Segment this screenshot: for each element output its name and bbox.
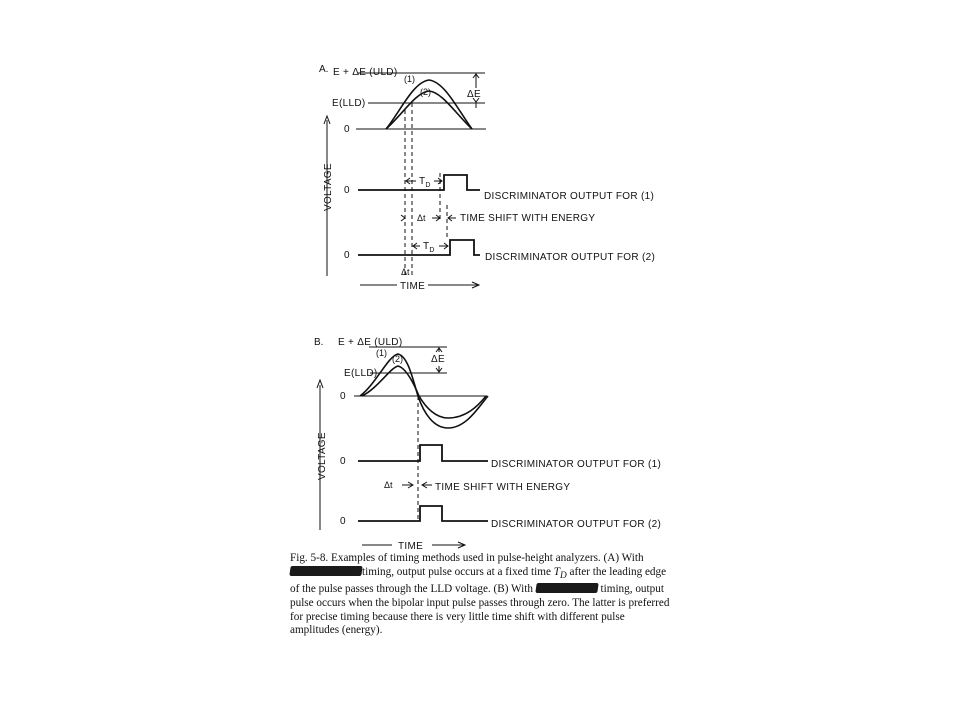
a-curve2-label: (2) [420, 87, 431, 97]
a-delta-e-label: ΔE [467, 89, 481, 100]
b-voltage-label: VOLTAGE [317, 432, 328, 480]
b-dt-label: Δt [384, 480, 393, 490]
b-output-2-label: DISCRIMINATOR OUTPUT FOR (2) [491, 519, 662, 530]
caption-part-3: after the leading edge of the pulse passes through the LLD voltage. (B) With [290, 565, 667, 596]
a-dt-label: Δt [417, 213, 426, 223]
b-shift-label: TIME SHIFT WITH ENERGY [435, 482, 571, 493]
a-uld-label: E + ΔE (ULD) [333, 67, 398, 78]
caption-td-sub: D [559, 570, 567, 581]
b-curve1-label: (1) [376, 348, 387, 358]
b-lld-label: E(LLD) [344, 368, 378, 379]
b-zero-3: 0 [340, 516, 346, 527]
a-zero-1: 0 [344, 124, 350, 135]
b-delta-e-label: ΔE [431, 354, 445, 365]
a-lld-label: E(LLD) [332, 98, 366, 109]
b-output-1 [358, 445, 488, 461]
b-panel-letter: B. [314, 337, 324, 348]
b-zero-1: 0 [340, 391, 346, 402]
a-dt-label-2: Δt [401, 267, 410, 277]
a-zero-3: 0 [344, 250, 350, 261]
a-output-1-label: DISCRIMINATOR OUTPUT FOR (1) [484, 191, 655, 202]
b-curve2-label: (2) [392, 354, 403, 364]
a-voltage-label: VOLTAGE [323, 163, 334, 211]
figure-caption [290, 552, 670, 638]
b-time-label: TIME [398, 541, 424, 552]
a-td-label-2: $T_D$ [423, 241, 435, 254]
b-output-1-label: DISCRIMINATOR OUTPUT FOR (1) [491, 459, 662, 470]
caption-fig-label: Fig. 5-8. [290, 552, 329, 564]
redaction-mark-1 [289, 566, 362, 576]
b-uld-label: E + ΔE (ULD) [338, 337, 403, 348]
a-zero-2: 0 [344, 185, 350, 196]
a-td-label-1: $T_D$ [419, 176, 431, 189]
caption-td: T [553, 565, 560, 578]
a-output-2 [358, 240, 480, 255]
b-pulse-1 [360, 354, 488, 428]
caption-part-1: Examples of timing methods used in pulse-height analyzers. (A) With [331, 552, 644, 564]
caption-part-2: timing, output pulse occurs at a fixed time [362, 565, 551, 578]
a-curve1-label: (1) [404, 74, 415, 84]
a-shift-label: TIME SHIFT WITH ENERGY [460, 213, 596, 224]
b-zero-2: 0 [340, 456, 346, 467]
a-panel-letter: A. [319, 64, 329, 75]
a-time-label: TIME [400, 281, 426, 292]
a-output-2-label: DISCRIMINATOR OUTPUT FOR (2) [485, 252, 656, 263]
redaction-mark-2 [535, 583, 598, 593]
caption-part-4: timing, output pulse occurs when the bipolar input pulse passes through zero. The latter is preferred for precise timing because there is very little time shift with different pulse amplitudes (energy). [290, 583, 670, 637]
b-output-2 [358, 506, 488, 521]
